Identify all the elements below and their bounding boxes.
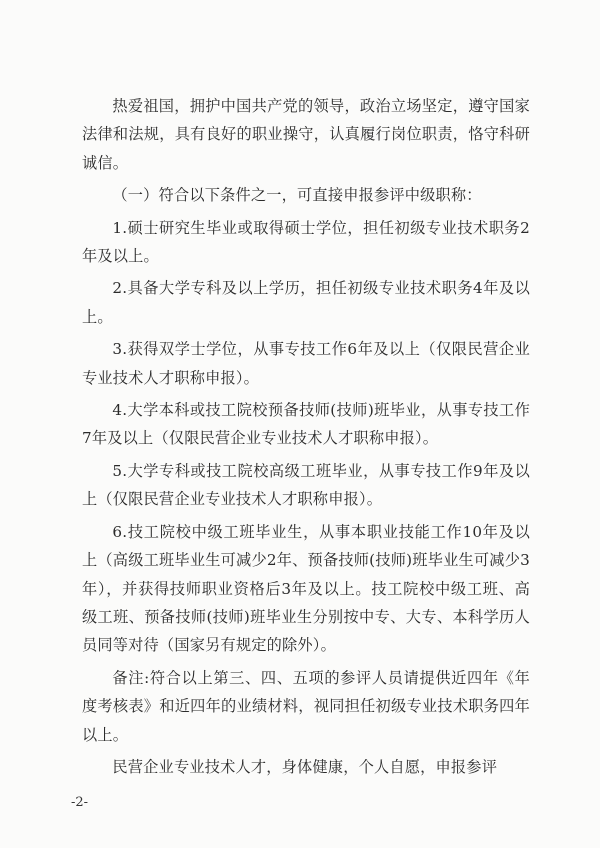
paragraph-condition-1: 1.硕士研究生毕业或取得硕士学位，担任初级专业技术职务2年及以上。 — [82, 218, 530, 266]
paragraph-condition-6: 6.技工院校中级工班毕业生，从事本职业技能工作10年及以上（高级工班毕业生可减少2年、预备技师(技师)班毕业生可减少3年），并获得技师职业资格后3年及以上。技工院校中级工班、高级工班、预备技师(技师)班毕业生分别按中专、大专、本科学历人员同等对待（国家另有规定的除外）。 — [82, 522, 530, 655]
paragraph-political-requirements: 热爱祖国，拥护中国共产党的领导，政治立场坚定，遵守国家法律和法规，具有良好的职业操守，认真履行岗位职责，恪守科研诚信。 — [82, 97, 530, 172]
paragraph-remark: 备注:符合以上第三、四、五项的参评人员请提供近四年《年度考核表》和近四年的业绩材料，视同担任初级专业技术职务四年以上。 — [82, 668, 530, 744]
paragraph-condition-5: 5.大学专科或技工院校高级工班毕业，从事专技工作9年及以上（仅限民营企业专业技术人才职称申报）。 — [82, 461, 530, 509]
paragraph-condition-4: 4.大学本科或技工院校预备技师(技师)班毕业，从事专技工作7年及以上（仅限民营企业专业技术人才职称申报）。 — [82, 401, 530, 448]
paragraph-condition-3: 3.获得双学士学位，从事专技工作6年及以上（仅限民营企业专业技术人才职称申报）。 — [82, 340, 530, 387]
paragraph-private-enterprise: 民营企业专业技术人才，身体健康，个人自愿，申报参评 — [112, 757, 498, 776]
paragraph-condition-2: 2.具备大学专科及以上学历，担任初级专业技术职务4年及以上。 — [82, 279, 530, 326]
document-body — [82, 92, 530, 785]
paragraph-section-heading: （一）符合以下条件之一，可直接申报参评中级职称： — [112, 186, 482, 205]
page-number: -2- — [71, 795, 89, 810]
